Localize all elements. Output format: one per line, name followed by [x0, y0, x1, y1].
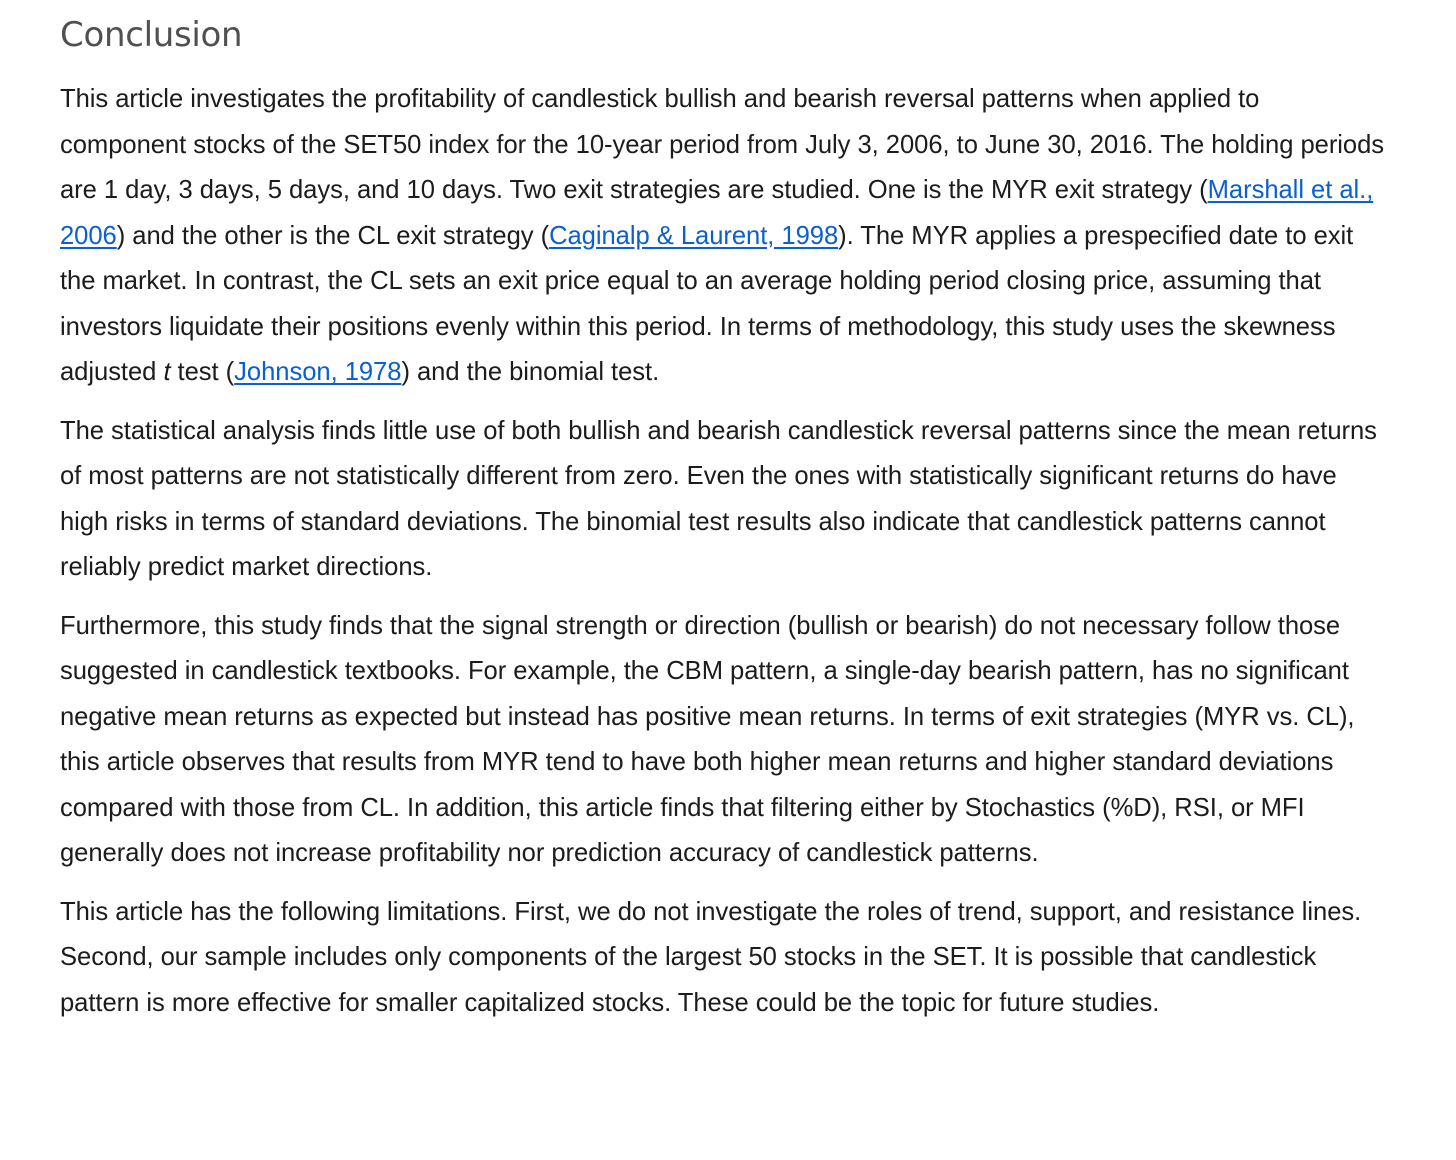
- paragraph-1-text-b: ) and the other is the CL exit strategy (: [116, 221, 550, 250]
- paragraph-1-text-d: test (: [170, 358, 235, 386]
- citation-link-marshall[interactable]: Marshall et al., 2006: [60, 176, 1374, 250]
- italic-t: t: [163, 358, 171, 386]
- section-heading: Conclusion: [60, 15, 243, 55]
- paragraph-2: The statistical analysis finds little use of both bullish and bearish candlestick reversal patterns since the mean returns of most patterns are not statistically different from zero. Even the ones with statistically significant returns do have high risks in terms of standard deviations. The binomial test results also indicate that candlestick patterns cannot reliably predict market directions.: [60, 416, 1377, 581]
- paragraph-4: This article has the following limitations. First, we do not investigate the roles of trend, support, and resistance lines. Second, our sample includes only components of the largest 50 stocks in the SET. It is possible that candlestick pattern is more effective for smaller capitalized stocks. These could be the topic for future studies.: [60, 897, 1362, 1017]
- article-section: [60, 10, 1390, 1039]
- paragraph-1-text-e: ) and the binomial test.: [401, 358, 660, 386]
- paragraph-1-text-a: This article investigates the profitability of candlestick bullish and bearish reversal patterns when applied to component stocks of the SET50 index for the 10-year period from July 3, 2006, to June 30, 2016. The holding periods are 1 day, 3 days, 5 days, and 10 days. Two exit strategies are studied. One is the MYR exit strategy (: [60, 85, 1385, 204]
- citation-link-caginalp[interactable]: Caginalp & Laurent, 1998: [549, 221, 839, 250]
- paragraph-1-text-c: ). The MYR applies a prespecified date to exit the market. In contrast, the CL sets an exit price equal to an average holding period closing price, assuming that investors liquidate their positions evenly within this period. In terms of methodology, this study uses the skewness adjusted: [60, 221, 1354, 386]
- paragraph-3: Furthermore, this study finds that the signal strength or direction (bullish or bearish) do not necessary follow those suggested in candlestick textbooks. For example, the CBM pattern, a single-day bearish pattern, has no significant negative mean returns as expected but instead has positive mean returns. In terms of exit strategies (MYR vs. CL), this article observes that results from MYR tend to have both higher mean returns and higher standard deviations compared with those from CL. In addition, this article finds that filtering either by Stochastics (%D), RSI, or MFI generally does not increase profitability nor prediction accuracy of candlestick patterns.: [60, 611, 1355, 867]
- citation-link-johnson[interactable]: Johnson, 1978: [234, 358, 402, 386]
- paragraph-1: [60, 77, 1390, 396]
